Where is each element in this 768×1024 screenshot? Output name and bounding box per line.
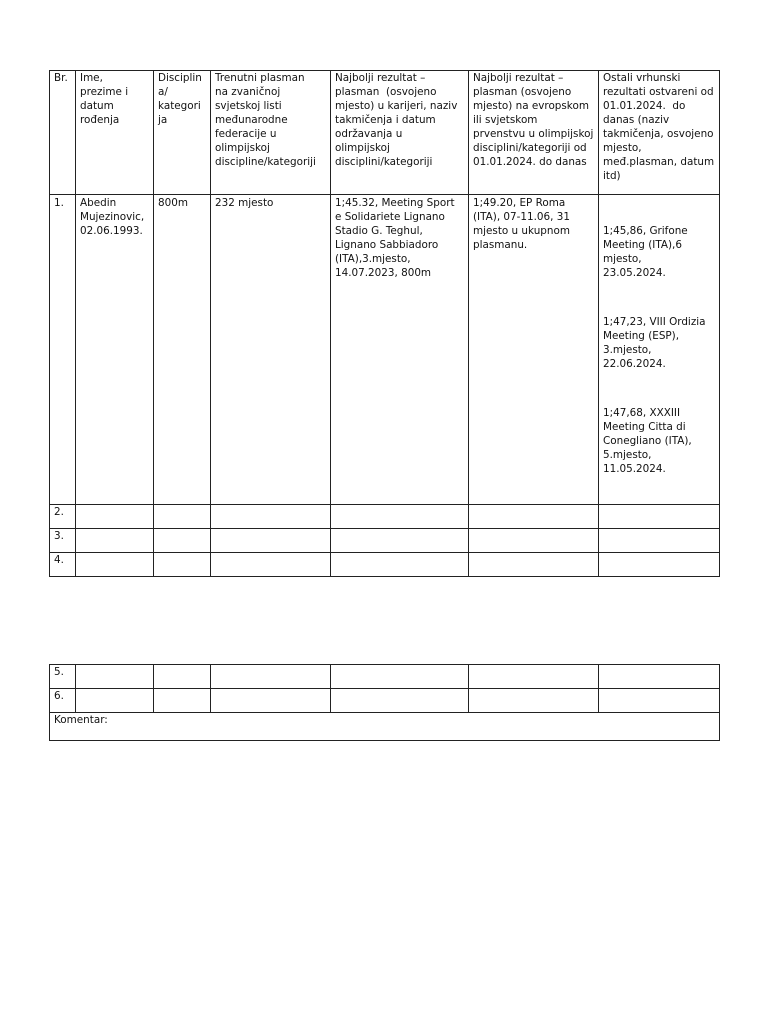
empty-cell [154,689,211,713]
empty-cell [154,665,211,689]
empty-cell [331,505,469,529]
empty-cell [76,553,154,577]
row-number: 3. [50,529,76,553]
header-world-ranking: Trenutni plasman na zvaničnoj svjetskoj listi međunarodne federacije u olimpijskoj discipline/kategoriji [211,71,331,195]
empty-cell [154,505,211,529]
header-number: Br. [50,71,76,195]
empty-cell [211,689,331,713]
other-result-item: 1;45,86, Grifone Meeting (ITA),6 mjesto, 23.05.2024. [603,225,688,279]
athlete-other-results [599,195,720,505]
row-number: 2. [50,505,76,529]
empty-cell [211,553,331,577]
table-row [50,529,720,553]
table-row [50,689,720,713]
empty-cell [211,529,331,553]
empty-cell [599,553,720,577]
athlete-career-best: 1;45.32, Meeting Sport e Solidariete Lignano Stadio G. Teghul, Lignano Sabbiadoro (ITA),3.mjesto, 14.07.2023, 800m [331,195,469,505]
empty-cell [211,505,331,529]
header-other-results: Ostali vrhunski rezultati ostvareni od 01.01.2024. do danas (naziv takmičenja, osvojeno mjesto, međ.plasman, datum itd) [599,71,720,195]
empty-cell [599,665,720,689]
comment-field: Komentar: [50,713,720,741]
empty-cell [76,689,154,713]
other-result-item: 1;47,68, XXXIII Meeting Citta di Conegliano (ITA), 5.mjesto, 11.05.2024. [603,407,692,475]
empty-cell [76,505,154,529]
comment-row [50,713,720,741]
header-name: Ime, prezime i datum rođenja [76,71,154,195]
empty-cell [76,665,154,689]
table-row [50,665,720,689]
header-discipline: Disciplin a/ kategori ja [154,71,211,195]
row-number: 1. [50,195,76,505]
other-result-item: 1;47,23, VIII Ordizia Meeting (ESP), 3.mjesto, 22.06.2024. [603,316,706,370]
empty-cell [469,553,599,577]
results-table [49,70,720,577]
empty-cell [211,665,331,689]
table-row [50,195,720,505]
athlete-world-ranking: 232 mjesto [211,195,331,505]
empty-cell [469,665,599,689]
empty-cell [76,529,154,553]
empty-cell [599,505,720,529]
empty-cell [469,689,599,713]
empty-cell [599,529,720,553]
empty-cell [331,665,469,689]
table-row [50,553,720,577]
athlete-discipline: 800m [154,195,211,505]
empty-cell [154,529,211,553]
empty-cell [331,529,469,553]
empty-cell [331,689,469,713]
empty-cell [331,553,469,577]
header-championship-best: Najbolji rezultat – plasman (osvojeno mjesto) na evropskom ili svjetskom prvenstvu u olimpijskoj disciplini/kategoriji od 01.01.2024. do danas [469,71,599,195]
empty-cell [154,553,211,577]
row-number: 4. [50,553,76,577]
row-number: 6. [50,689,76,713]
empty-cell [599,689,720,713]
results-table-continued [49,664,720,741]
athlete-championship-best: 1;49.20, EP Roma (ITA), 07-11.06, 31 mjesto u ukupnom plasmanu. [469,195,599,505]
table-header-row [50,71,720,195]
empty-cell [469,505,599,529]
athlete-name: Abedin Mujezinovic, 02.06.1993. [76,195,154,505]
row-number: 5. [50,665,76,689]
empty-cell [469,529,599,553]
header-career-best: Najbolji rezultat – plasman (osvojeno mjesto) u karijeri, naziv takmičenja i datum održavanja u olimpijskoj disciplini/kategoriji [331,71,469,195]
table-row [50,505,720,529]
